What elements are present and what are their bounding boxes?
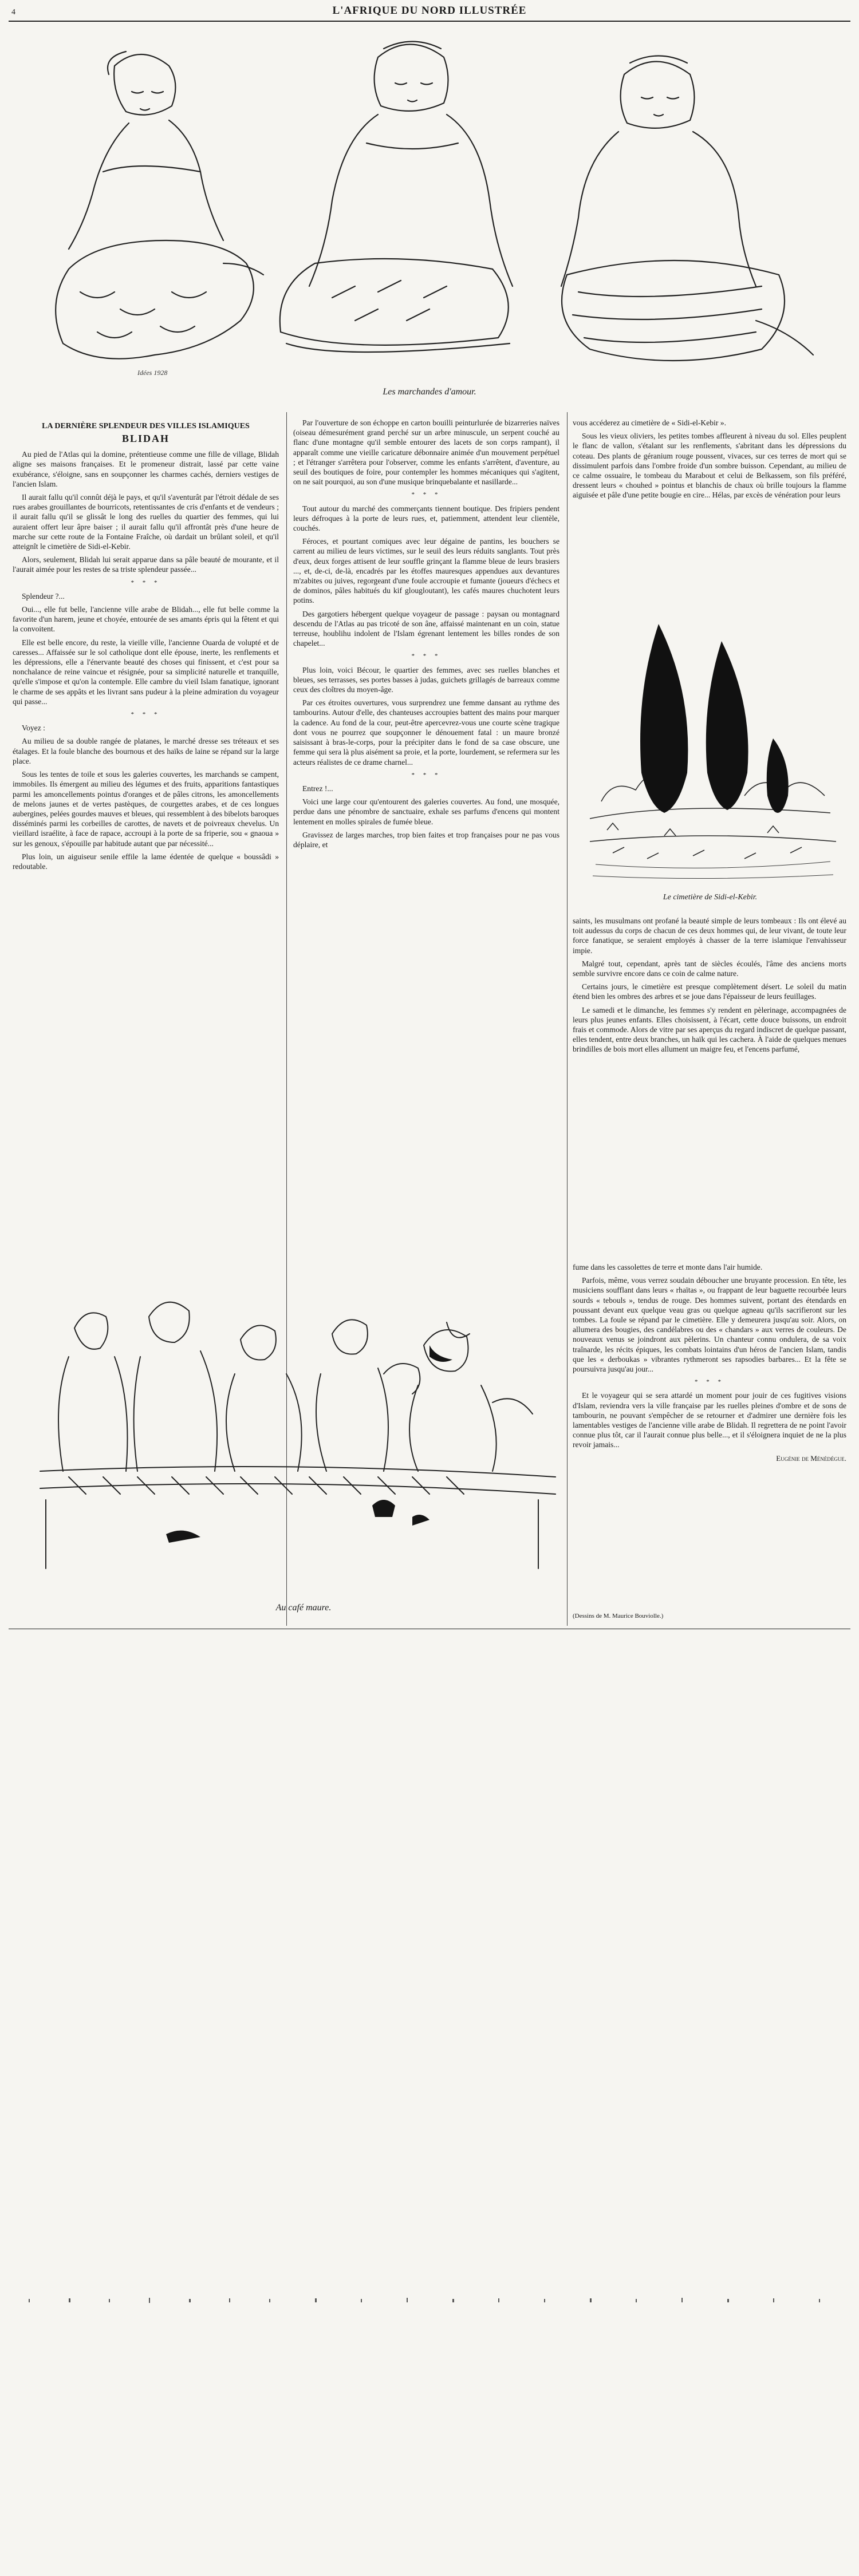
page-number: 4	[11, 8, 15, 17]
paragraph: Il aurait fallu qu'il connût déjà le pays, et qu'il s'aventurât par l'étroit dédale de ses rues arabes grouillantes de bourricots, retentissantes de cris d'enfants et de vendeurs ; il aurait fallu qu'il se glissât le long des ruelles du quartier des femmes, qui lui auraient offert leur âpre baiser ; il aurait fallu qu'il affrontât près d'une heure de marche sur cette route de la Fontaine Fraîche, où dardait un brûlant soleil, et qu'il atteignît le cimetière de Sidi-el-Kebir.	[13, 493, 279, 551]
paragraph: Parfois, même, vous verrez soudain déboucher une bruyante procession. En tête, les musiciens soufflant dans leurs « rhaïtas », ou frappant de leur baguette recourbée leurs sourds « tebouls », tendus de rouge. Des hommes suivent, portant des étendards en poussant devant eux quelque veau gras ou quelque agneau qu'ils sacrifieront sur les tombes. La foule se répand par le cimetière. Elle y demeurera jusqu'au soir. Alors, on allumera des bougies, des candélabres ou des « chandars » aux verres de couleurs. De nouveaux venus se joindront aux pèlerins. Un chanteur connu ondulera, de sa voix traînarde, les récits épiques, les combats lointains d'un héros de l'ancien Islam, tandis que les « derboukas » vibrantes rythmeront ses rapsodies barbares... Et la fête se poursuivra jusqu'au jour...	[573, 1276, 846, 1374]
paragraph: saints, les musulmans ont profané la beauté simple de leurs tombeaux : Ils ont élevé au toit audessus du corps de chacun de ces deux hommes qui, de leur vivant, de toute leur force fanatique, se seraient employés à chasser de la terre islamique l'envahisseur impie.	[573, 916, 846, 955]
article-column-2	[293, 418, 559, 1257]
paragraph: Sous les vieux oliviers, les petites tombes affleurent à niveau du sol. Elles peuplent le flanc de vallon, s'étalant sur les renflements, s'abritant dans les dépressions du coteau. Des plants de géranium rouge poussent, vivaces, sur ces terres de mort qui se dissimulent parfois dans l'ombre froide d'un sombre buisson. Cependant, au milieu de ce calme ossuaire, le tombeau du Marabout et celui de Belkassem, son fils préféré, dressent leurs « chouhed » pointus et blanchis de chaux où brille toujours la flamme aiguisée et pâle d'une petite bougie en cire... Hélas, par excès de vénération pour leurs	[573, 432, 846, 500]
paragraph: Le samedi et le dimanche, les femmes s'y rendent en pèlerinage, accompagnées de leurs plus jeunes enfants. Elles choisissent, à l'écart, cette douce buissons, un endroit frais et commode. Alors de vitre par ses aperçus du regard indiscret de quelque passant, elles tendent, entre deux branches, un haïk qui les cachera. À l'aide de quelques menues brindilles de bois mort elles allument un maigre feu, et l'encens parfumé,	[573, 1005, 846, 1054]
paragraph: Plus loin, un aiguiseur senile effile la lame édentée de quelque « boussâdi » redoutable.	[13, 852, 279, 871]
paragraph: Entrez !...	[302, 784, 333, 793]
paragraph: Oui..., elle fut belle, l'ancienne ville arabe de Blidah..., elle fut belle comme la favorite d'un harem, jeune et choyée, entourée de ses amants épris qui la fêtent et qui la convoitent.	[13, 605, 279, 634]
article-subtitle: BLIDAH	[121, 433, 170, 444]
section-ornament: * * *	[411, 491, 442, 499]
paragraph: Elle est belle encore, du reste, la vieille ville, l'ancienne Ouarda de volupté et de caresses... Affaissée sur le sol catholique dont elle épouse, inerte, les renflements et les dépressions, elle a l'énervante beauté des choses qui finissent, et c'est pour sa nonchalance de reine vaincue et résignée, pour sa simplicité naturelle et tranquille, qu'elle s'impose et qu'on la contemple. Elle cambre du vieil Islam fanatique, ignorant le charme de ses appâts et les livrant sans pudeur à la pleine admiration du voyageur qui passe...	[13, 638, 279, 706]
section-ornament: * * *	[131, 579, 161, 586]
paragraph: Tout autour du marché des commerçants tiennent boutique. Des fripiers pendent leurs défroques à la porte de leurs rues, et, patiemment, attendent leur clientèle, couchés.	[293, 504, 559, 533]
author-signature: Eugénie de Ménédégue.	[776, 1453, 846, 1463]
section-ornament: * * *	[411, 771, 442, 779]
paragraph: Par ces étroites ouvertures, vous surprendrez une femme dansant au rythme des tambourins. Autour d'elle, des chanteuses accroupies battent des mains pour marquer la cadence. Au fond de la cour, peut-être apercevrez-vous une courte scène tragique dont vous ne pourrez que soupçonner le dénouement fatal : un maure bronzé saisissant à bras-le-corps, pour la précipiter dans le fond de sa case obscure, une femme qui sera là plus aisément sa proie, et la porte, lourdement, se refermera sur les acteurs réalistes de ce drame charnel...	[293, 698, 559, 767]
section-ornament: * * *	[131, 711, 161, 718]
paragraph: Voici une large cour qu'entourent des galeries couvertes. Au fond, une mosquée, perdue dans une pénombre de sanctuaire, exhale ses parfums d'encens qui montent lentement en molles spirales de fumée bleue.	[293, 797, 559, 826]
paragraph: Alors, seulement, Blidah lui serait apparue dans sa pâle beauté de mourante, et il l'aurait aimée pour les restes de sa triste splendeur passée...	[13, 555, 279, 574]
article-column-3-bottom	[573, 1262, 846, 1606]
paragraph: Et le voyageur qui se sera attardé un moment pour jouir de ces fugitives visions d'Islam, reviendra vers la ville française par les ruelles pleines d'ombre et de sons de tambourin, ne pouvant s'empêcher de se retourner et d'admirer une dernière fois les lamentables vestiges de l'ancienne ville arabe de Blidah. Il regrettera de ne point l'avoir connue plus tôt, car il l'aurait connue plus belle..., et il s'éloignera inquiet de ne la plus revoir jamais...	[573, 1391, 846, 1449]
column-rule-2	[567, 412, 568, 1626]
paragraph: Plus loin, voici Bécour, le quartier des femmes, avec ses ruelles blanches et bleues, ses terrasses, ses portes basses à judas, guichets grillagés de barreaux comme ceux des cloîtres du moyen-âge.	[293, 665, 559, 694]
paragraph: Au milieu de sa double rangée de platanes, le marché dresse ses tréteaux et ses étalages. Et la foule blanche des bournous et des haïks de laine se répand sur la large place.	[13, 737, 279, 765]
paragraph: Féroces, et pourtant comiques avec leur dégaine de pantins, les bouchers se carrent au milieu de leurs victimes, sur le seuil des leurs réduits sanglants. Tout près d'eux, deux forges attisent de leur souffle grinçant la flamme bleue de leurs brasiers ..., et, de-ci, de-là, encadrés par les étoffes mauresques appendues aux devantures m'zabites ou juives, regorgeant d'une foule accroupie et fumante (joueurs d'échecs et de dominos, pâles habitués du kif glougloutant), les cafés maures chuchotent leurs potins.	[293, 537, 559, 605]
paragraph: Au pied de l'Atlas qui la domine, prétentieuse comme une fille de village, Blidah aligne ses maisons françaises. Et le promeneur distrait, lassé par cette vaine exubérance, s'éloigne, sans en soupçonner les charmes cachés, derniers vestiges de l'ancien Islam.	[13, 450, 279, 488]
section-title: LA DERNIÈRE SPLENDEUR DES VILLES ISLAMIQUES	[42, 422, 250, 430]
paragraph: Des gargotiers hébergent quelque voyageur de passage : paysan ou montagnard descendu de l'Atlas au pas tricoté de son âne, affaissé maintenant en un coin, statue terreuse, houblihu indolent de l'Islam égrenant lentement les billes rondes de son chapelet...	[293, 609, 559, 648]
cemetery-illustration	[578, 613, 842, 887]
cemetery-caption: Le cimetière de Sidi-el-Kebir.	[663, 893, 758, 902]
paragraph: Gravissez de larges marches, trop bien faites et trop françaises pour ne pas vous déplaire, et	[293, 830, 559, 849]
paragraph: Splendeur ?...	[22, 591, 65, 600]
market-women-caption: Les marchandes d'amour.	[383, 387, 476, 397]
cafe-maure-illustration	[34, 1259, 561, 1597]
paragraph: Sous les tentes de toile et sous les galeries couvertes, les marchands se campent, immobiles. Ils émergent au milieu des légumes et des fruits, apparitions fantastiques parmi les amoncellements pointus d'oranges et de pâles citrons, les amoncellements de melons jaunes et de vertes pastèques, de courgettes arabes, et de ces longues aubergines, pelées gourdes mauves et bleues, qui ressemblent à des bibelots baroques disséminés parmi les corbeilles de carottes, de navets et de poivreaux chevelus. Un vieillard israélite, à face de rapace, accroupi à la porte de sa friperie, sou « gnaoua » sur les genoux, s'épouille par habitude autant que par nécessité...	[13, 770, 279, 848]
paragraph: Certains jours, le cimetière est presque complètement désert. Le soleil du matin étend bien les ombres des arbres et se joue dans l'épaisseur de leurs feuillages.	[573, 982, 846, 1001]
bleed-through-artifacts	[17, 2296, 853, 2307]
market-women-illustration	[34, 23, 836, 384]
header-rule	[9, 21, 850, 22]
journal-title: L'AFRIQUE DU NORD ILLUSTRÉE	[332, 5, 527, 17]
section-ornament: * * *	[411, 653, 442, 660]
section-ornament: * * *	[695, 1378, 724, 1386]
paragraph: Voyez :	[22, 724, 45, 733]
paragraph: Par l'ouverture de son échoppe en carton bouilli peinturlurée de bizarreries naïves (oiseau démesurément grand perché sur un arbre minuscule, un serpent couché au flanc d'une montagne qu'il semble entourer des lacets de son corps rampant), il apparaît comme une vieille caricature débonnaire animée d'un mouvement perpétuel ; et l'étranger s'arrêtera pour l'observer, comme les enfants s'arrêtent, d'aventure, au seuil des boutiques de foire, pour contempler les hommes mécaniques qui s'agitent, on ne sait pourquoi, au son d'une musique brinquebalante et nasillarde...	[293, 418, 559, 487]
article-column-3-top	[573, 418, 846, 607]
paragraph: vous accéderez au cimetière de « Sidi-el-Kebir ».	[573, 418, 726, 427]
paragraph: Malgré tout, cependant, après tant de siècles écoulés, l'âme des anciens morts semble survivre encore dans ce coin de calme nature.	[573, 959, 846, 978]
paragraph: fume dans les cassolettes de terre et monte dans l'air humide.	[573, 1263, 763, 1271]
illustration-credit: (Dessins de M. Maurice Bouviolle.)	[573, 1613, 664, 1619]
cafe-maure-caption: Au café maure.	[275, 1603, 332, 1613]
illustration-signature: Idées 1928	[137, 369, 168, 377]
article-column-1	[13, 418, 279, 1254]
article-column-3-mid	[573, 916, 846, 1259]
